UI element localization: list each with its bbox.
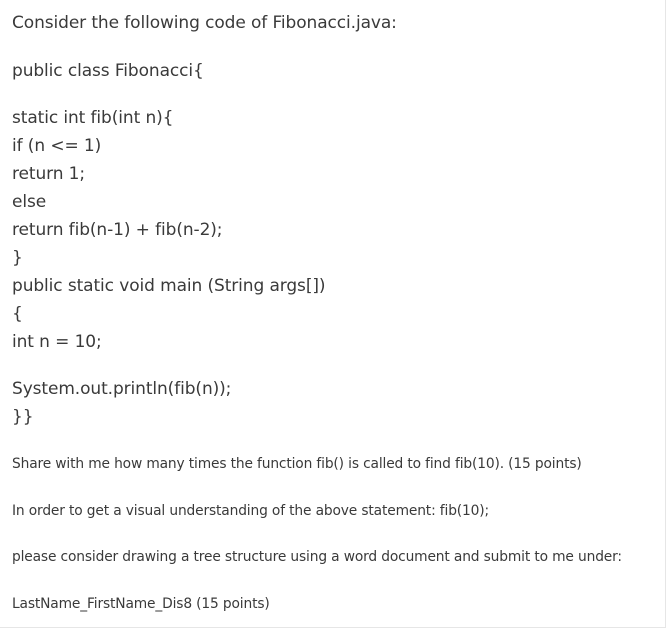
code-println: System.out.println(fib(n)); (12, 379, 232, 399)
prompt-visual-understanding: In order to get a visual understanding of the above statement: fib(10); (12, 503, 490, 519)
code-else-line: else (12, 192, 47, 212)
code-close-method: } (12, 248, 23, 268)
code-method-declaration: static int fib(int n){ (12, 108, 174, 128)
submission-name: LastName_FirstName_Dis8 (15 points) (12, 596, 270, 612)
code-close-all: }} (12, 407, 34, 427)
code-int-n: int n = 10; (12, 332, 102, 352)
prompt-call-count: Share with me how many times the function fib() is called to find fib(10). (15 points) (12, 456, 582, 472)
code-if-line: if (n <= 1) (12, 136, 102, 156)
code-open-main: { (12, 304, 23, 324)
prompt-tree-structure: please consider drawing a tree structure using a word document and submit to me under: (12, 549, 622, 565)
code-return-base: return 1; (12, 164, 86, 184)
intro-text: Consider the following code of Fibonacci.java: (12, 13, 397, 33)
code-class-declaration: public class Fibonacci{ (12, 61, 204, 81)
code-return-recursive: return fib(n-1) + fib(n-2); (12, 220, 223, 240)
code-main-declaration: public static void main (String args[]) (12, 276, 326, 296)
